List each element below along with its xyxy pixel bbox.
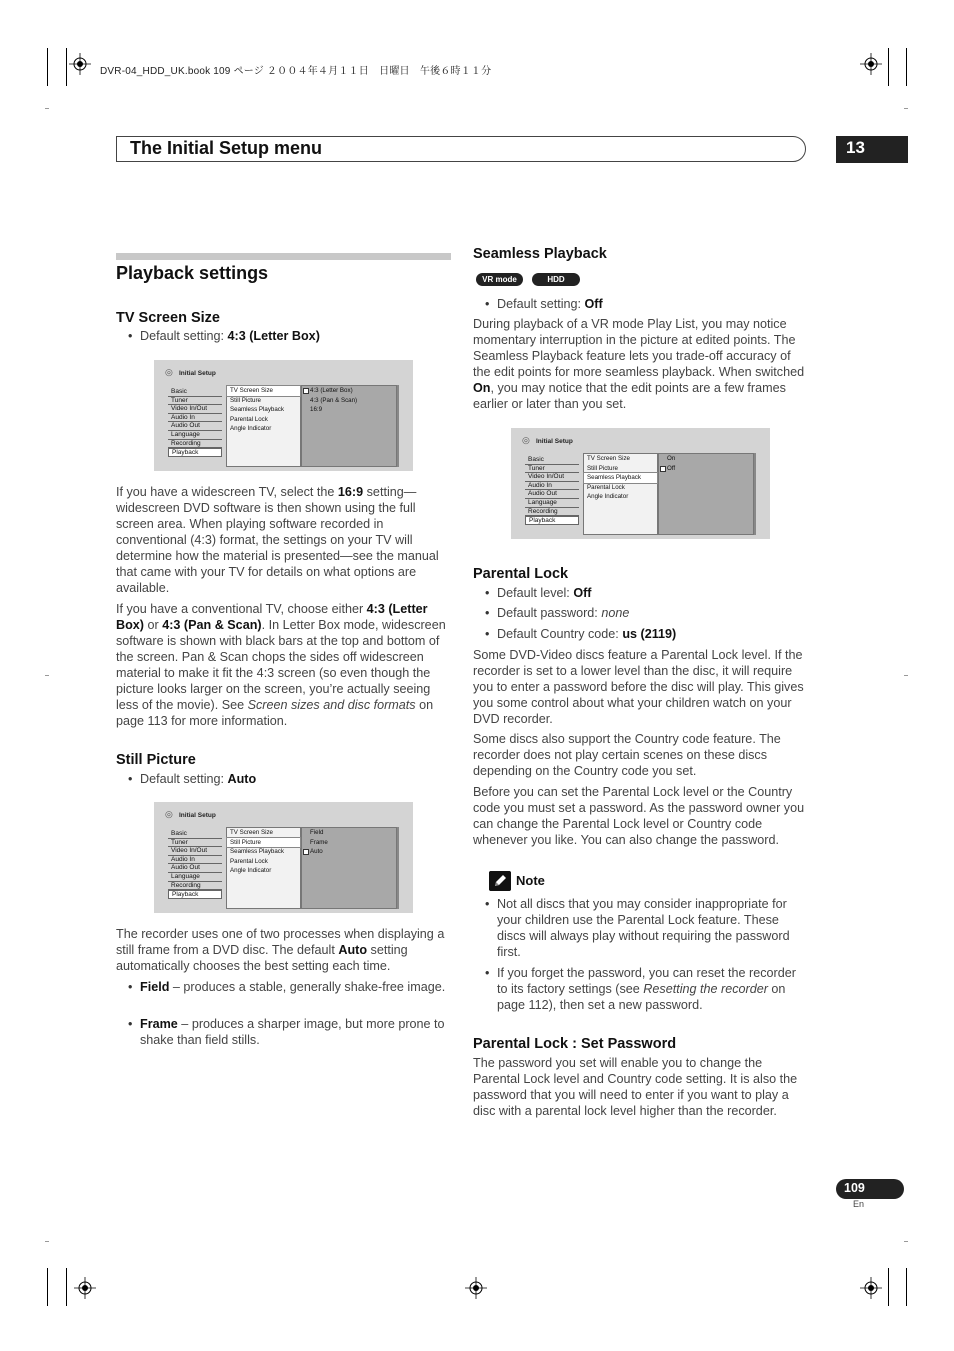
crop-mark: [47, 1268, 48, 1306]
still-picture-field-bullet: • Field – produces a stable, generally shake-free image.: [140, 979, 450, 995]
menu-item: Still Picture: [587, 464, 618, 472]
menu-category: Language: [168, 431, 222, 440]
menu-category-list: [525, 456, 579, 525]
menu-option-list: [301, 385, 397, 467]
menu-category: Audio In: [525, 482, 579, 491]
registration-mark-icon: [860, 53, 882, 75]
crop-mark: [888, 48, 889, 86]
menu-category-list: [168, 388, 222, 457]
menu-category: Basic: [168, 388, 222, 397]
menu-title: Initial Setup: [536, 438, 573, 445]
page-language: En: [853, 1199, 865, 1209]
trim-mark: [904, 1241, 908, 1242]
menu-category-selected: Playback: [168, 448, 222, 457]
disc-icon: ◎: [165, 367, 173, 377]
seamless-playback-heading: Seamless Playback: [473, 246, 607, 262]
note-item-1: • Not all discs that you may consider inappropriate for your children use the Parental Lock feature. These discs will always play without requiring the password first.: [497, 896, 807, 960]
menu-category: Video In/Out: [168, 405, 222, 414]
menu-category: Recording: [168, 882, 222, 891]
tv-screen-size-paragraph-1: If you have a widescreen TV, select the 16:9 setting—widescreen DVD software is then shown using the full screen area. When playing software recorded in conventional (4:3) format, the settings on your TV will determine how the material is presented—see the manual that came with your TV for details on what options are available.: [116, 485, 439, 595]
menu-item-selected: TV Screen Size: [227, 386, 300, 396]
menu-category: Language: [168, 873, 222, 882]
menu-category-list: [168, 830, 222, 899]
menu-item: Parental Lock: [230, 415, 268, 423]
parental-lock-paragraph-1: Some DVD-Video discs feature a Parental Lock level. If the recorder is set to a lower level than the disc, it will require you to enter a password before the disc will play. This gives you some control about what your children watch on your DVD recorder.: [473, 648, 804, 726]
crop-mark: [47, 48, 48, 86]
note-label: Note: [516, 873, 545, 888]
menu-edge: [397, 827, 399, 909]
seamless-playback-paragraph: During playback of a VR mode Play List, you may notice momentary interruption in the picture at edited points. The Seamless Playback feature lets you trade-off accuracy of the edit points for more seamless playback. When switched On, you may notice that the edit points are a few frames earlier or later than you set.: [473, 317, 805, 411]
menu-item-list: [226, 385, 301, 467]
parental-lock-default-password: • Default password: none: [497, 605, 797, 621]
menu-category: Audio In: [168, 414, 222, 423]
menu-option-list: [658, 453, 754, 535]
menu-category: Audio Out: [168, 422, 222, 431]
menu-option-selected: 4:3 (Letter Box): [302, 386, 396, 396]
page-number: 109: [836, 1179, 904, 1199]
menu-item-list: [226, 827, 301, 909]
menu-item-selected: Still Picture: [227, 838, 300, 848]
tv-screen-size-paragraph-2: If you have a conventional TV, choose either 4:3 (Letter Box) or 4:3 (Pan & Scan). In Letter Box mode, widescreen software is shown with black bars at the top and bottom of the screen. Pan & Scan chops the sides off widescreen material to make it fit the 4:3 screen (so even though the picture looks larger on the screen, you’re actually seeing less of the movie). See Screen sizes and disc formats on page 113 for more information.: [116, 602, 446, 728]
trim-mark: [45, 108, 49, 109]
registration-mark-icon: [465, 1277, 487, 1299]
menu-category: Audio Out: [525, 490, 579, 499]
menu-category-selected: Playback: [525, 516, 579, 525]
still-picture-heading: Still Picture: [116, 752, 196, 768]
trim-mark: [45, 1241, 49, 1242]
menu-option-list: [301, 827, 397, 909]
menu-option: 4:3 (Pan & Scan): [310, 396, 358, 404]
menu-item: TV Screen Size: [230, 829, 273, 836]
parental-lock-default-level: • Default level: Off: [497, 585, 797, 601]
menu-category: Language: [525, 499, 579, 508]
menu-item: Parental Lock: [587, 483, 625, 491]
parental-lock-default-country: • Default Country code: us (2119): [497, 626, 797, 642]
menu-item-list: [583, 453, 658, 535]
crop-mark: [66, 48, 67, 86]
menu-title: Initial Setup: [179, 812, 216, 819]
menu-item: Angle Indicator: [230, 867, 272, 875]
menu-edge: [397, 385, 399, 467]
menu-category: Tuner: [168, 397, 222, 406]
crop-mark: [906, 48, 907, 86]
menu-option: Field: [310, 829, 324, 836]
menu-option-selected: Off: [659, 464, 753, 474]
menu-category: Video In/Out: [525, 473, 579, 482]
menu-option: 16:9: [310, 406, 323, 414]
trim-mark: [45, 675, 49, 676]
section-rule: [116, 253, 451, 260]
note-pencil-icon: [489, 871, 511, 891]
registration-mark-icon: [860, 1277, 882, 1299]
menu-category: Audio In: [168, 856, 222, 865]
tv-screen-size-default: • Default setting: 4:3 (Letter Box): [140, 328, 440, 344]
menu-item: Seamless Playback: [230, 848, 284, 856]
menu-option-selected: Auto: [302, 847, 396, 857]
menu-category: Tuner: [525, 465, 579, 474]
menu-item: Parental Lock: [230, 857, 268, 865]
still-picture-menu-screenshot: [154, 802, 413, 913]
note-item-2: • If you forget the password, you can reset the recorder to its factory settings (see Resetting the recorder on page 112), then set a new password.: [497, 965, 807, 1013]
chapter-title: The Initial Setup menu: [130, 138, 323, 158]
seamless-playback-default: • Default setting: Off: [497, 296, 797, 312]
crop-mark: [888, 1268, 889, 1306]
hdd-badge: HDD: [532, 273, 580, 286]
file-header: DVR-04_HDD_UK.book 109 ページ ２００４年４月１１日 日曜日 午後６時１１分: [100, 66, 492, 77]
tv-screen-size-heading: TV Screen Size: [116, 310, 220, 326]
seamless-playback-menu-screenshot: [511, 428, 770, 539]
disc-icon: ◎: [165, 809, 173, 819]
menu-category: Audio Out: [168, 864, 222, 873]
menu-item-selected: Seamless Playback: [584, 473, 657, 483]
menu-option: Frame: [310, 838, 328, 846]
menu-category: Recording: [168, 440, 222, 449]
parental-lock-heading: Parental Lock: [473, 566, 569, 582]
still-picture-default: • Default setting: Auto: [140, 771, 440, 787]
set-password-heading: Parental Lock : Set Password: [473, 1036, 677, 1052]
menu-item: Angle Indicator: [230, 425, 272, 433]
set-password-paragraph: The password you set will enable you to change the Parental Lock level and Country code setting. It is also the password that you will need to enter if you want to play a disc with a parental lock level higher than the recorder.: [473, 1056, 798, 1118]
still-picture-paragraph: The recorder uses one of two processes when displaying a still frame from a DVD disc. The default Auto setting automatically chooses the best setting each time.: [116, 927, 445, 973]
trim-mark: [904, 675, 908, 676]
menu-item: Seamless Playback: [230, 406, 284, 414]
parental-lock-paragraph-3: Before you can set the Parental Lock level or the Country code you must set a password. As the password owner you can change the Parental Lock level or Country code whenever you like. You can also change the password.: [473, 785, 805, 847]
section-title: Playback settings: [116, 263, 269, 283]
menu-item: Angle Indicator: [587, 493, 629, 501]
menu-option: On: [667, 455, 676, 462]
menu-category: Recording: [525, 508, 579, 517]
menu-item: Still Picture: [230, 396, 261, 404]
menu-title: Initial Setup: [179, 370, 216, 377]
trim-mark: [904, 108, 908, 109]
registration-mark-icon: [74, 1277, 96, 1299]
menu-category-selected: Playback: [168, 890, 222, 899]
tv-screen-size-menu-screenshot: [154, 360, 413, 471]
menu-category: Basic: [525, 456, 579, 465]
crop-mark: [906, 1268, 907, 1306]
menu-category: Tuner: [168, 839, 222, 848]
chapter-number: 13: [836, 136, 908, 163]
crop-mark: [66, 1268, 67, 1306]
menu-edge: [754, 453, 756, 535]
registration-mark-icon: [69, 53, 91, 75]
disc-icon: ◎: [522, 435, 530, 445]
menu-category: Basic: [168, 830, 222, 839]
still-picture-frame-bullet: • Frame – produces a sharper image, but more prone to shake than field stills.: [140, 1016, 450, 1048]
menu-item: TV Screen Size: [587, 455, 630, 462]
parental-lock-paragraph-2: Some discs also support the Country code feature. The recorder does not play certain scenes on these discs depending on the Country code you set.: [473, 732, 781, 778]
menu-category: Video In/Out: [168, 847, 222, 856]
vr-mode-badge: VR mode: [476, 273, 523, 286]
